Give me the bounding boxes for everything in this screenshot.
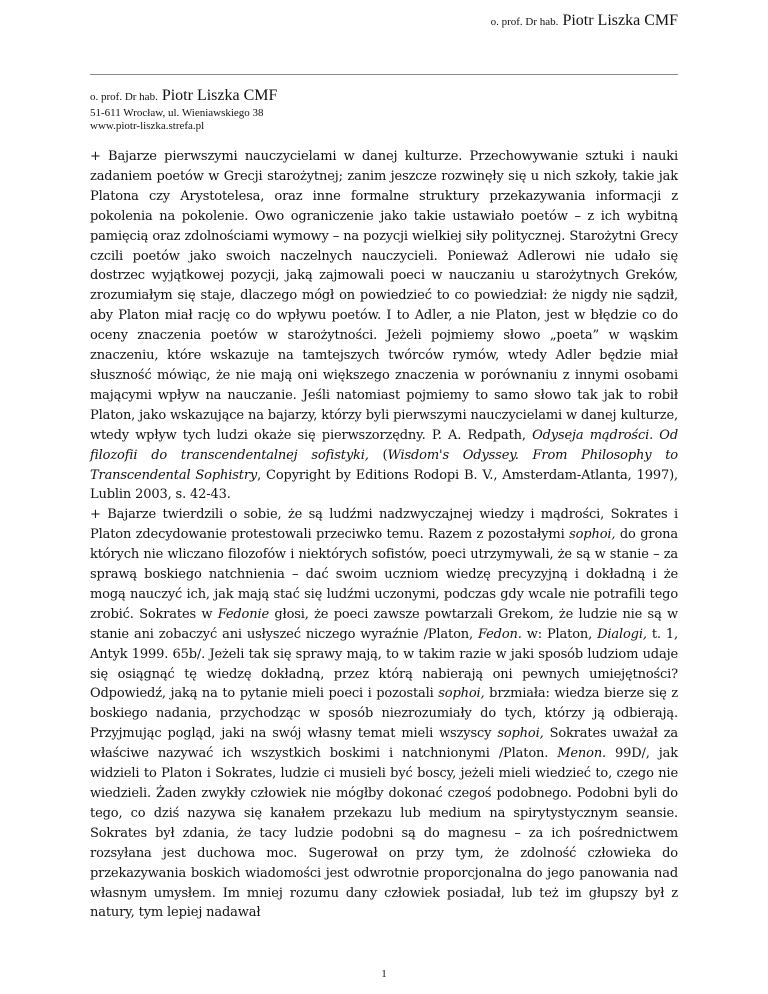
text-run: , Copyright by Editions Rodopi B. V., Amsterdam-Atlanta, 1997), Lublin 2003, s. 42-43. <box>90 467 678 503</box>
italic-text-run: sophoi, <box>569 527 616 543</box>
italic-text-run: Dialogi, <box>597 626 647 642</box>
italic-text-run: Odyseja mądrości. Od filozofii do transcendentalnej sofistyki, <box>90 427 678 463</box>
text-run: + Bajarze pierwszymi nauczycielami w danej kulturze. Przechowywanie sztuki i nauki zadaniem poetów w Grecji starożytnej; zanim jeszcze rozwinęły się u nich szkoły, takie jak Platona czy Arystotelesa, oraz inne formalne struktury przekazywania informacji z pokolenia na pokolenie. Owo ograniczenie jako takie ustawiało poetów – z ich wybitną pamięcią oraz zdolnościami wymowy – na pozycji wielkiej siły politycznej. Starożytni Grecy czcili poetów jako swoich naczelnych nauczycieli. Ponieważ Adlerowi nie udało się dostrzec wyjątkowej pozycji, jaką zajmowali poeci w nauczaniu u starożytnych Greków, zrozumiałym się staje, dlaczego mógł on powiedzieć to co powiedział: że nigdy nie sądził, aby Platon miał rację co do wpływu poetów. I to Adler, a nie Platon, jest w błędzie co do oceny znaczenia poetów w starożytności. Jeżeli pojmiemy słowo „poeta” w wąskim znaczeniu, które wskazuje na tamtejszych twórców rymów, wtedy Adler będzie miał słuszność mówiąc, że nie mają oni większego znaczenia w porównaniu z innymi osobami mającymi wpływ na nauczanie. Jeśli natomiast pojmiemy to samo słowo tak jak to robił Platon, jako wskazujące na bajarzy, którzy byli pierwszymi nauczycielami w danej kulturze, wtedy wpływ tych ludzi okaże się pierwszorzędny. P. A. Redpath, <box>90 149 678 443</box>
author-address: 51-611 Wrocław, ul. Wieniawskiego 38 <box>90 107 264 119</box>
text-run: głosi, że poeci zawsze powtarzali Grekom, że ludzie nie są w stanie ani zobaczyć ani usłyszeć niczego wyraźnie /Platon, <box>90 606 678 642</box>
italic-text-run: Fedon. <box>477 626 522 642</box>
italic-text-run: sophoi, <box>438 686 485 702</box>
author-website[interactable]: www.piotr-liszka.strefa.pl <box>90 120 205 132</box>
header-divider <box>90 74 678 75</box>
author-name: Piotr Liszka CMF <box>161 87 278 104</box>
text-run: brzmiała: wiedza bierze się z boskiego nadania, przychodząc w sposób niezrozumiały do tych, którzy ją odbierają. Przyjmując pogląd, jaki na swój własny temat mieli wszyscy <box>90 686 678 742</box>
italic-text-run: Menon. <box>557 746 607 762</box>
italic-text-run: Wisdom's Odyssey. From Philosophy to Transcendental Sophistry <box>90 447 678 483</box>
text-run: + Bajarze twierdzili o sobie, że są ludźmi nadzwyczajnej wiedzy i mądrości, Sokrates i Platon zdecydowanie protestowali przeciwko temu. Razem z pozostałymi <box>90 507 678 543</box>
text-run: t. 1, Antyk 1999. 65b/. Jeżeli tak się sprawy mają, to w takim razie w jaki sposób ludziom udaje się osiągnąć tę wiedzę dokładną, przez którą nabierają oni pewnych umiejętności? Odpowiedź, jaką na to pytanie mieli poeci i pozostali <box>90 626 678 702</box>
text-run: ( <box>368 447 388 463</box>
author-name-line <box>90 86 277 107</box>
paragraph <box>90 147 678 505</box>
italic-text-run: Fedonie <box>217 606 270 622</box>
text-run: do grona których nie wliczano filozofów i niektórych sofistów, poeci utrzymywali, że są w stanie – za sprawą boskiego natchnienia – dać swoim uczniom wiedzę precyzyjną i dokładną i że mogą nauczyć ich, jak mają stać się ludźmi uczonymi, podczas gdy wcale nie potrafili tego zrobić. Sokrates w <box>90 527 678 622</box>
running-header <box>491 12 678 30</box>
paragraph <box>90 505 678 923</box>
header-author-name: Piotr Liszka CMF <box>562 12 678 29</box>
header-title-prefix: o. prof. Dr hab. <box>490 16 559 28</box>
text-run: 99D/, jak widzieli to Platon i Sokrates, ludzie ci musieli być boscy, jeżeli mieli wiedzieć to, czego nie wiedzieli. Żaden zwykły człowiek nie mógłby dokonać czegoś podobnego. Podobni byli do tego, co dziś nazywa się kanałem przekazu lub medium na spirytystycznym seansie. Sokrates był zdania, że tacy ludzie podobni są do magnesu – za ich pośrednictwem rozsyłana jest duchowa moc. Sugerował on przy tym, że zdolność człowieka do przekazywania boskich wiadomości jest odwrotnie proporcjonalna do jego panowania nad własnym umysłem. Im mniej rozumu dany człowiek posiadał, lub też im głupszy był z natury, tym lepiej nadawał <box>90 746 678 921</box>
author-block <box>90 86 277 133</box>
page-number: 1 <box>381 968 387 980</box>
text-run: w: Platon, <box>521 626 598 642</box>
author-title-prefix: o. prof. Dr hab. <box>90 91 158 103</box>
italic-text-run: sophoi, <box>497 726 544 742</box>
body-text <box>90 147 678 923</box>
text-run: Sokrates uważał za właściwe nazywać ich wszystkich boskimi i natchnionymi /Platon. <box>90 726 678 762</box>
